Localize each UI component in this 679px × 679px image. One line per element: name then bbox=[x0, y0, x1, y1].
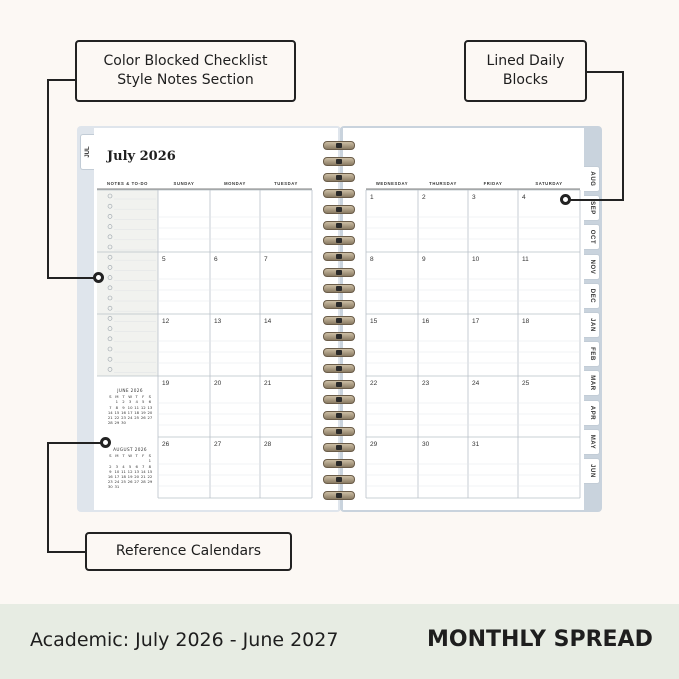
checklist-circle bbox=[108, 306, 112, 310]
checklist-circle bbox=[108, 235, 112, 239]
spiral-hole bbox=[336, 254, 342, 259]
connector-reference-v bbox=[47, 442, 49, 552]
marker-daily bbox=[560, 194, 571, 205]
mini-calendar-cell bbox=[133, 420, 140, 425]
mini-calendar-cell bbox=[120, 484, 127, 489]
mini-calendar-cell: 27 bbox=[147, 415, 153, 421]
spiral-hole bbox=[336, 413, 342, 418]
left-edge-tab-label: JUL bbox=[84, 146, 91, 158]
mini-calendar-cell: W bbox=[128, 394, 132, 400]
day-number-22: 22 bbox=[370, 380, 378, 387]
monthly-spread-title: MONTHLY SPREAD bbox=[427, 627, 653, 652]
connector-reference-h2 bbox=[47, 551, 86, 553]
day-number-19: 19 bbox=[162, 380, 170, 387]
month-tab-feb[interactable] bbox=[584, 341, 600, 367]
connector-daily-v bbox=[622, 71, 624, 201]
spiral-hole bbox=[336, 382, 342, 387]
marker-reference bbox=[100, 437, 111, 448]
callout-reference bbox=[85, 532, 292, 571]
checklist-circle bbox=[108, 327, 112, 331]
checklist-circle bbox=[108, 276, 112, 280]
month-tab-label: JAN bbox=[588, 318, 595, 332]
spiral-hole bbox=[336, 223, 342, 228]
callout-notes-line1: Color Blocked Checklist bbox=[103, 53, 268, 69]
mini-calendar-cell: 14 bbox=[107, 409, 113, 415]
day-number-18: 18 bbox=[522, 318, 530, 325]
connector-daily-h bbox=[586, 71, 624, 73]
spiral-hole bbox=[336, 175, 342, 180]
day-number-27: 27 bbox=[214, 441, 222, 448]
checklist-circle bbox=[108, 337, 112, 341]
mini-calendar-cell: 4 bbox=[135, 399, 138, 405]
mini-calendar-cell bbox=[140, 420, 147, 425]
mini-calendar-cell bbox=[147, 484, 154, 489]
mini-calendar-title: JUNE 2026 bbox=[117, 388, 143, 393]
mini-calendar-cell: 11 bbox=[134, 404, 140, 410]
mini-calendar-cell: 6 bbox=[135, 463, 138, 469]
mini-calendar-cell: 12 bbox=[140, 404, 146, 410]
mini-calendar-cell bbox=[127, 484, 134, 489]
checklist-circle bbox=[108, 255, 112, 259]
day-number-1: 1 bbox=[370, 194, 374, 201]
checklist-circle bbox=[108, 296, 112, 300]
month-tab-label: OCT bbox=[588, 230, 595, 245]
day-number-11: 11 bbox=[522, 256, 529, 263]
mini-calendar-cell: 22 bbox=[147, 474, 153, 480]
mini-calendar-cell: 5 bbox=[128, 463, 132, 469]
mini-calendar-cell: 25 bbox=[134, 415, 140, 421]
mini-calendar-cell: 10 bbox=[127, 404, 133, 410]
mini-calendar-cell: 28 bbox=[140, 479, 146, 485]
day-number-23: 23 bbox=[422, 380, 430, 387]
checklist-circle bbox=[108, 367, 112, 371]
mini-calendar-cell: 21 bbox=[140, 474, 146, 480]
connector-reference-h bbox=[47, 442, 103, 444]
month-tab-nov[interactable] bbox=[584, 254, 600, 280]
day-number-31: 31 bbox=[472, 441, 480, 448]
mini-calendar-cell: T bbox=[135, 453, 138, 459]
mini-calendar-cell: 29 bbox=[114, 420, 120, 426]
mini-calendar-cell: 8 bbox=[148, 463, 152, 469]
checklist-circle bbox=[108, 245, 112, 249]
connector-daily-h2 bbox=[568, 199, 624, 201]
checklist-circle bbox=[108, 204, 112, 208]
day-number-16: 16 bbox=[422, 318, 430, 325]
spiral-hole bbox=[336, 143, 342, 148]
mini-calendar-cell: 17 bbox=[127, 409, 133, 415]
connector-notes-v bbox=[47, 79, 49, 278]
month-tab-oct[interactable] bbox=[584, 224, 600, 250]
mini-calendar-cell: 19 bbox=[127, 474, 133, 480]
callout-daily bbox=[464, 40, 587, 102]
mini-calendar-cell: 26 bbox=[140, 415, 146, 421]
mini-calendar-cell: S bbox=[109, 394, 112, 400]
mini-calendar-august bbox=[107, 447, 153, 490]
mini-calendar-cell: S bbox=[148, 453, 152, 459]
mini-calendar-cell: 7 bbox=[142, 463, 145, 469]
day-number-24: 24 bbox=[472, 380, 480, 387]
spiral-hole bbox=[336, 366, 342, 371]
mini-calendar-cell: 3 bbox=[115, 463, 119, 469]
mini-calendar-cell: 2 bbox=[109, 463, 112, 469]
spiral-hole bbox=[336, 286, 342, 291]
spiral-hole bbox=[336, 334, 342, 339]
spiral-hole bbox=[336, 302, 342, 307]
mini-calendar-cell: 30 bbox=[121, 420, 126, 426]
day-header-tuesday: TUESDAY bbox=[274, 181, 298, 186]
day-number-12: 12 bbox=[162, 318, 170, 325]
day-header-wednesday: WEDNESDAY bbox=[375, 181, 409, 186]
mini-calendar-cell: 1 bbox=[115, 399, 119, 405]
day-number-6: 6 bbox=[214, 256, 218, 263]
checklist-circle bbox=[108, 194, 112, 198]
mini-calendar-cell: 22 bbox=[114, 415, 120, 421]
mini-calendar-cell: 23 bbox=[107, 479, 113, 485]
mini-calendar-cell: 18 bbox=[134, 409, 140, 415]
day-number-20: 20 bbox=[214, 380, 222, 387]
callout-notes-line2: Style Notes Section bbox=[117, 72, 254, 88]
day-number-25: 25 bbox=[522, 380, 530, 387]
callout-reference-label: Reference Calendars bbox=[115, 543, 262, 559]
callout-notes bbox=[75, 40, 296, 102]
mini-calendar-cell: 10 bbox=[114, 468, 120, 474]
mini-calendar-cell: 6 bbox=[148, 399, 152, 405]
month-tab-label: JUN bbox=[588, 464, 595, 478]
day-number-8: 8 bbox=[370, 256, 374, 263]
day-number-28: 28 bbox=[264, 441, 272, 448]
mini-calendar-cell: 28 bbox=[107, 420, 113, 426]
mini-calendar-cell: 15 bbox=[147, 468, 153, 474]
month-tab-jan[interactable] bbox=[584, 312, 600, 338]
day-number-15: 15 bbox=[370, 318, 378, 325]
mini-calendar-cell: S bbox=[109, 453, 112, 459]
day-number-9: 9 bbox=[422, 256, 426, 263]
mini-calendar-cell bbox=[147, 420, 154, 425]
day-header-friday: FRIDAY bbox=[483, 181, 503, 186]
mini-calendar-cell: 9 bbox=[122, 404, 125, 410]
mini-calendar-cell: 11 bbox=[121, 468, 126, 474]
day-number-30: 30 bbox=[422, 441, 430, 448]
mini-calendar-cell: M bbox=[115, 394, 119, 400]
month-tab-label: MAR bbox=[588, 375, 595, 392]
mini-calendar-cell bbox=[140, 484, 147, 489]
day-number-29: 29 bbox=[370, 441, 378, 448]
checklist-circle bbox=[108, 286, 112, 290]
month-tab-dec[interactable] bbox=[584, 283, 600, 309]
month-tab-label: SEP bbox=[588, 201, 595, 216]
mini-calendar-cell: 7 bbox=[109, 404, 112, 410]
month-tab-label: MAY bbox=[588, 434, 595, 450]
mini-calendar-cell: S bbox=[148, 394, 152, 400]
mini-calendar-row bbox=[107, 484, 153, 489]
checklist-circle bbox=[108, 316, 112, 320]
checklist-circle bbox=[108, 347, 112, 351]
month-tab-mar[interactable] bbox=[584, 370, 600, 396]
day-number-17: 17 bbox=[472, 318, 480, 325]
mini-calendar-cell: 24 bbox=[114, 479, 120, 485]
mini-calendar-cell: 13 bbox=[147, 404, 153, 410]
spiral-hole bbox=[336, 445, 342, 450]
month-tab-label: NOV bbox=[588, 259, 595, 274]
day-header-sunday: SUNDAY bbox=[173, 181, 195, 186]
checklist-circle bbox=[108, 357, 112, 361]
mini-calendar-cell: 31 bbox=[114, 484, 120, 490]
day-header-thursday: THURSDAY bbox=[429, 181, 457, 186]
mini-calendar-cell: 12 bbox=[127, 468, 133, 474]
spiral-hole bbox=[336, 318, 342, 323]
day-number-13: 13 bbox=[214, 318, 222, 325]
mini-calendar-cell: 16 bbox=[107, 474, 113, 480]
mini-calendar-cell: F bbox=[142, 453, 145, 459]
mini-calendar-cell: 17 bbox=[114, 474, 120, 480]
mini-calendar-cell: 5 bbox=[142, 399, 145, 405]
day-number-7: 7 bbox=[264, 256, 268, 263]
mini-calendar-cell: 14 bbox=[140, 468, 146, 474]
spiral-hole bbox=[336, 461, 342, 466]
mini-calendar-cell: 13 bbox=[134, 468, 140, 474]
spiral-hole bbox=[336, 397, 342, 402]
checklist-circle bbox=[108, 225, 112, 229]
spiral-hole bbox=[336, 493, 342, 498]
mini-calendar-cell: 18 bbox=[121, 474, 126, 480]
month-tab-aug[interactable] bbox=[584, 166, 600, 192]
mini-calendar-cell: W bbox=[128, 453, 132, 459]
mini-calendar-cell: 20 bbox=[147, 409, 153, 415]
mini-calendar-cell: T bbox=[122, 453, 125, 459]
mini-calendar-cell: 23 bbox=[121, 415, 126, 421]
month-tab-label: FEB bbox=[588, 347, 595, 362]
mini-calendar-cell: 21 bbox=[107, 415, 113, 421]
notes-header: NOTES & TO-DO bbox=[107, 181, 148, 186]
spiral-hole bbox=[336, 350, 342, 355]
mini-calendar-cell: 8 bbox=[115, 404, 119, 410]
academic-range-text: Academic: July 2026 - June 2027 bbox=[30, 629, 339, 651]
mini-calendar-june bbox=[107, 388, 153, 425]
spiral-hole bbox=[336, 270, 342, 275]
month-tab-label: DEC bbox=[588, 288, 595, 304]
connector-notes-h bbox=[47, 79, 76, 81]
month-title: July 2026 bbox=[107, 149, 176, 164]
checklist-circle bbox=[108, 214, 112, 218]
mini-calendar-cell bbox=[127, 420, 134, 425]
mini-calendar-cell: 30 bbox=[107, 484, 113, 490]
mini-calendar-cell: 24 bbox=[127, 415, 133, 421]
day-number-3: 3 bbox=[472, 194, 476, 201]
callout-daily-line2: Blocks bbox=[502, 72, 549, 88]
spiral-hole bbox=[336, 429, 342, 434]
mini-calendar-cell: M bbox=[115, 453, 119, 459]
day-number-5: 5 bbox=[162, 256, 166, 263]
checklist-circle bbox=[108, 265, 112, 269]
day-number-2: 2 bbox=[422, 194, 426, 201]
day-number-14: 14 bbox=[264, 318, 272, 325]
mini-calendar-cell: T bbox=[122, 394, 125, 400]
mini-calendar-cell: T bbox=[135, 394, 138, 400]
mini-calendar-cell: 16 bbox=[121, 409, 126, 415]
day-number-21: 21 bbox=[264, 380, 272, 387]
month-tab-may[interactable] bbox=[584, 429, 600, 455]
day-header-monday: MONDAY bbox=[224, 181, 246, 186]
mini-calendar-cell: 2 bbox=[122, 399, 125, 405]
month-tab-label: AUG bbox=[588, 171, 595, 187]
callout-daily-line1: Lined Daily bbox=[486, 53, 565, 69]
month-tab-jun[interactable] bbox=[584, 458, 600, 484]
mini-calendar-title: AUGUST 2026 bbox=[113, 447, 147, 452]
spiral-hole bbox=[336, 159, 342, 164]
month-tab-apr[interactable] bbox=[584, 400, 600, 426]
mini-calendar-row bbox=[107, 420, 153, 425]
spiral-hole bbox=[336, 238, 342, 243]
mini-calendar-cell: 25 bbox=[121, 479, 126, 485]
mini-calendar-cell bbox=[133, 484, 140, 489]
mini-calendar-cell: 4 bbox=[122, 463, 125, 469]
day-number-10: 10 bbox=[472, 256, 480, 263]
mini-calendar-cell: 9 bbox=[109, 468, 112, 474]
spiral-hole bbox=[336, 477, 342, 482]
month-tab-label: APR bbox=[588, 405, 595, 420]
day-number-26: 26 bbox=[162, 441, 170, 448]
mini-calendar-cell: 29 bbox=[147, 479, 153, 485]
day-number-4: 4 bbox=[522, 194, 526, 201]
mini-calendar-cell: 19 bbox=[140, 409, 146, 415]
day-header-saturday: SATURDAY bbox=[535, 181, 563, 186]
mini-calendar-cell: 15 bbox=[114, 409, 120, 415]
mini-calendar-cell: 20 bbox=[134, 474, 140, 480]
mini-calendar-cell: 1 bbox=[148, 458, 152, 464]
connector-notes-h2 bbox=[47, 277, 97, 279]
spiral-hole bbox=[336, 207, 342, 212]
marker-notes bbox=[93, 272, 104, 283]
mini-calendar-cell: F bbox=[142, 394, 145, 400]
mini-calendar-cell: 27 bbox=[134, 479, 140, 485]
mini-calendar-cell: 3 bbox=[128, 399, 132, 405]
spiral-hole bbox=[336, 191, 342, 196]
mini-calendar-cell: 26 bbox=[127, 479, 133, 485]
